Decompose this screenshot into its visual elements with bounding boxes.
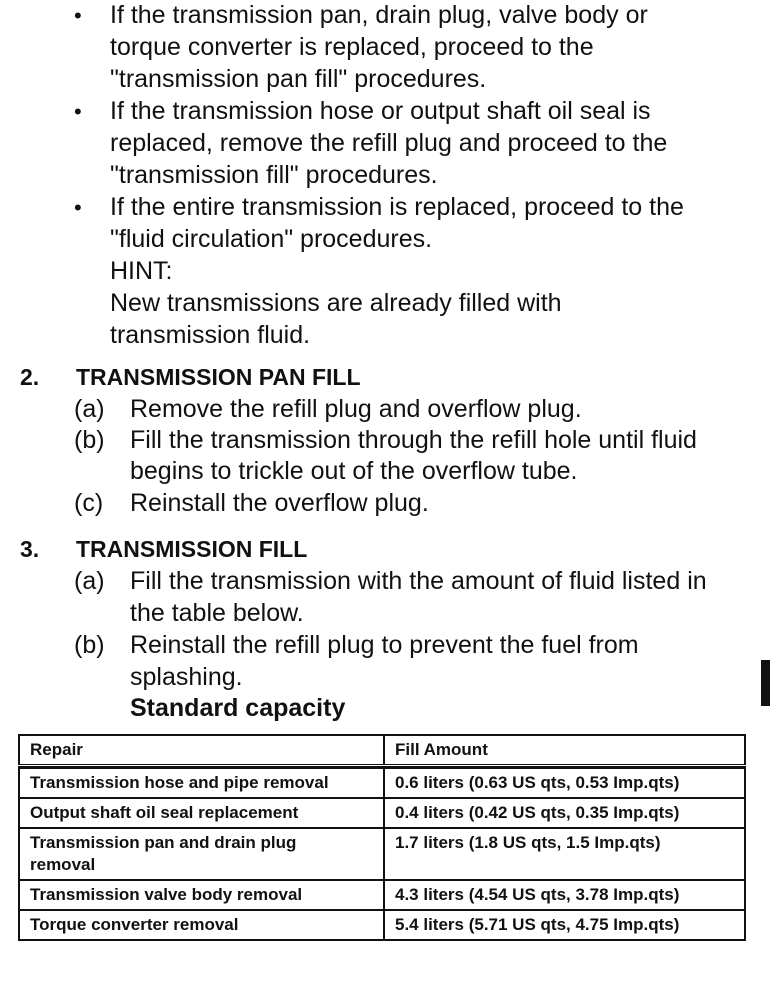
bullet-1-line-2: torque converter is replaced, proceed to the <box>110 33 594 61</box>
section-2-number: 2. <box>20 364 40 390</box>
table-cell-fill-amount: 5.4 liters (5.71 US qts, 4.75 Imp.qts) <box>384 910 745 940</box>
step-3b-line-1: Reinstall the refill plug to prevent the fuel from <box>130 631 639 659</box>
table-cell-repair: Output shaft oil seal replacement <box>19 798 384 828</box>
table-header-fill-amount: Fill Amount <box>384 735 745 766</box>
page-edge-mark <box>761 660 770 706</box>
section-3-title: TRANSMISSION FILL <box>76 536 308 562</box>
bullet-1-line-3: "transmission pan fill" procedures. <box>110 65 487 93</box>
section-2-title: TRANSMISSION PAN FILL <box>76 364 361 390</box>
table-cell-repair: Transmission valve body removal <box>19 880 384 910</box>
table-header-row <box>19 735 745 766</box>
table-cell-repair: Transmission pan and drain plug removal <box>19 828 384 880</box>
bullet-2-line-2: replaced, remove the refill plug and proceed to the <box>110 129 668 157</box>
bullet-3-line-2: "fluid circulation" procedures. <box>110 225 433 253</box>
table-cell-fill-amount: 0.6 liters (0.63 US qts, 0.53 Imp.qts) <box>384 768 745 798</box>
step-2c-line-1: Reinstall the overflow plug. <box>130 489 429 517</box>
hint-label: HINT: <box>110 257 173 285</box>
bullet-dot: • <box>74 3 82 28</box>
bullet-2-line-3: "transmission fill" procedures. <box>110 161 438 189</box>
hint-line-1: New transmissions are already filled with <box>110 289 562 317</box>
table-row <box>19 798 745 828</box>
bullet-2-line-1: If the transmission hose or output shaft oil seal is <box>110 97 651 125</box>
table-row <box>19 880 745 910</box>
step-3b-line-2: splashing. <box>130 663 243 691</box>
table-row <box>19 768 745 798</box>
step-2a-line-1: Remove the refill plug and overflow plug. <box>130 395 582 423</box>
table-row <box>19 828 745 880</box>
bullet-dot: • <box>74 195 82 220</box>
bullet-dot: • <box>74 99 82 124</box>
bullet-3-line-1: If the entire transmission is replaced, proceed to the <box>110 193 684 221</box>
table-cell-repair: Transmission hose and pipe removal <box>19 768 384 798</box>
step-2b-line-2: begins to trickle out of the overflow tube. <box>130 457 578 485</box>
table-header-repair: Repair <box>19 735 384 766</box>
table-cell-fill-amount: 4.3 liters (4.54 US qts, 3.78 Imp.qts) <box>384 880 745 910</box>
table-cell-fill-amount: 1.7 liters (1.8 US qts, 1.5 Imp.qts) <box>384 828 745 880</box>
table-cell-fill-amount: 0.4 liters (0.42 US qts, 0.35 Imp.qts) <box>384 798 745 828</box>
table-cell-repair: Torque converter removal <box>19 910 384 940</box>
step-2a-label: (a) <box>74 395 105 423</box>
capacity-table <box>18 734 746 941</box>
step-3b-label: (b) <box>74 631 105 659</box>
table-caption: Standard capacity <box>130 694 346 722</box>
step-3a-line-1: Fill the transmission with the amount of fluid listed in <box>130 567 707 595</box>
section-3-number: 3. <box>20 536 40 562</box>
step-2b-label: (b) <box>74 426 105 454</box>
hint-line-2: transmission fluid. <box>110 321 311 349</box>
step-2b-line-1: Fill the transmission through the refill hole until fluid <box>130 426 697 454</box>
step-2c-label: (c) <box>74 489 104 517</box>
bullet-1-line-1: If the transmission pan, drain plug, valve body or <box>110 1 648 29</box>
table-row <box>19 910 745 940</box>
step-3a-line-2: the table below. <box>130 599 304 627</box>
step-3a-label: (a) <box>74 567 105 595</box>
